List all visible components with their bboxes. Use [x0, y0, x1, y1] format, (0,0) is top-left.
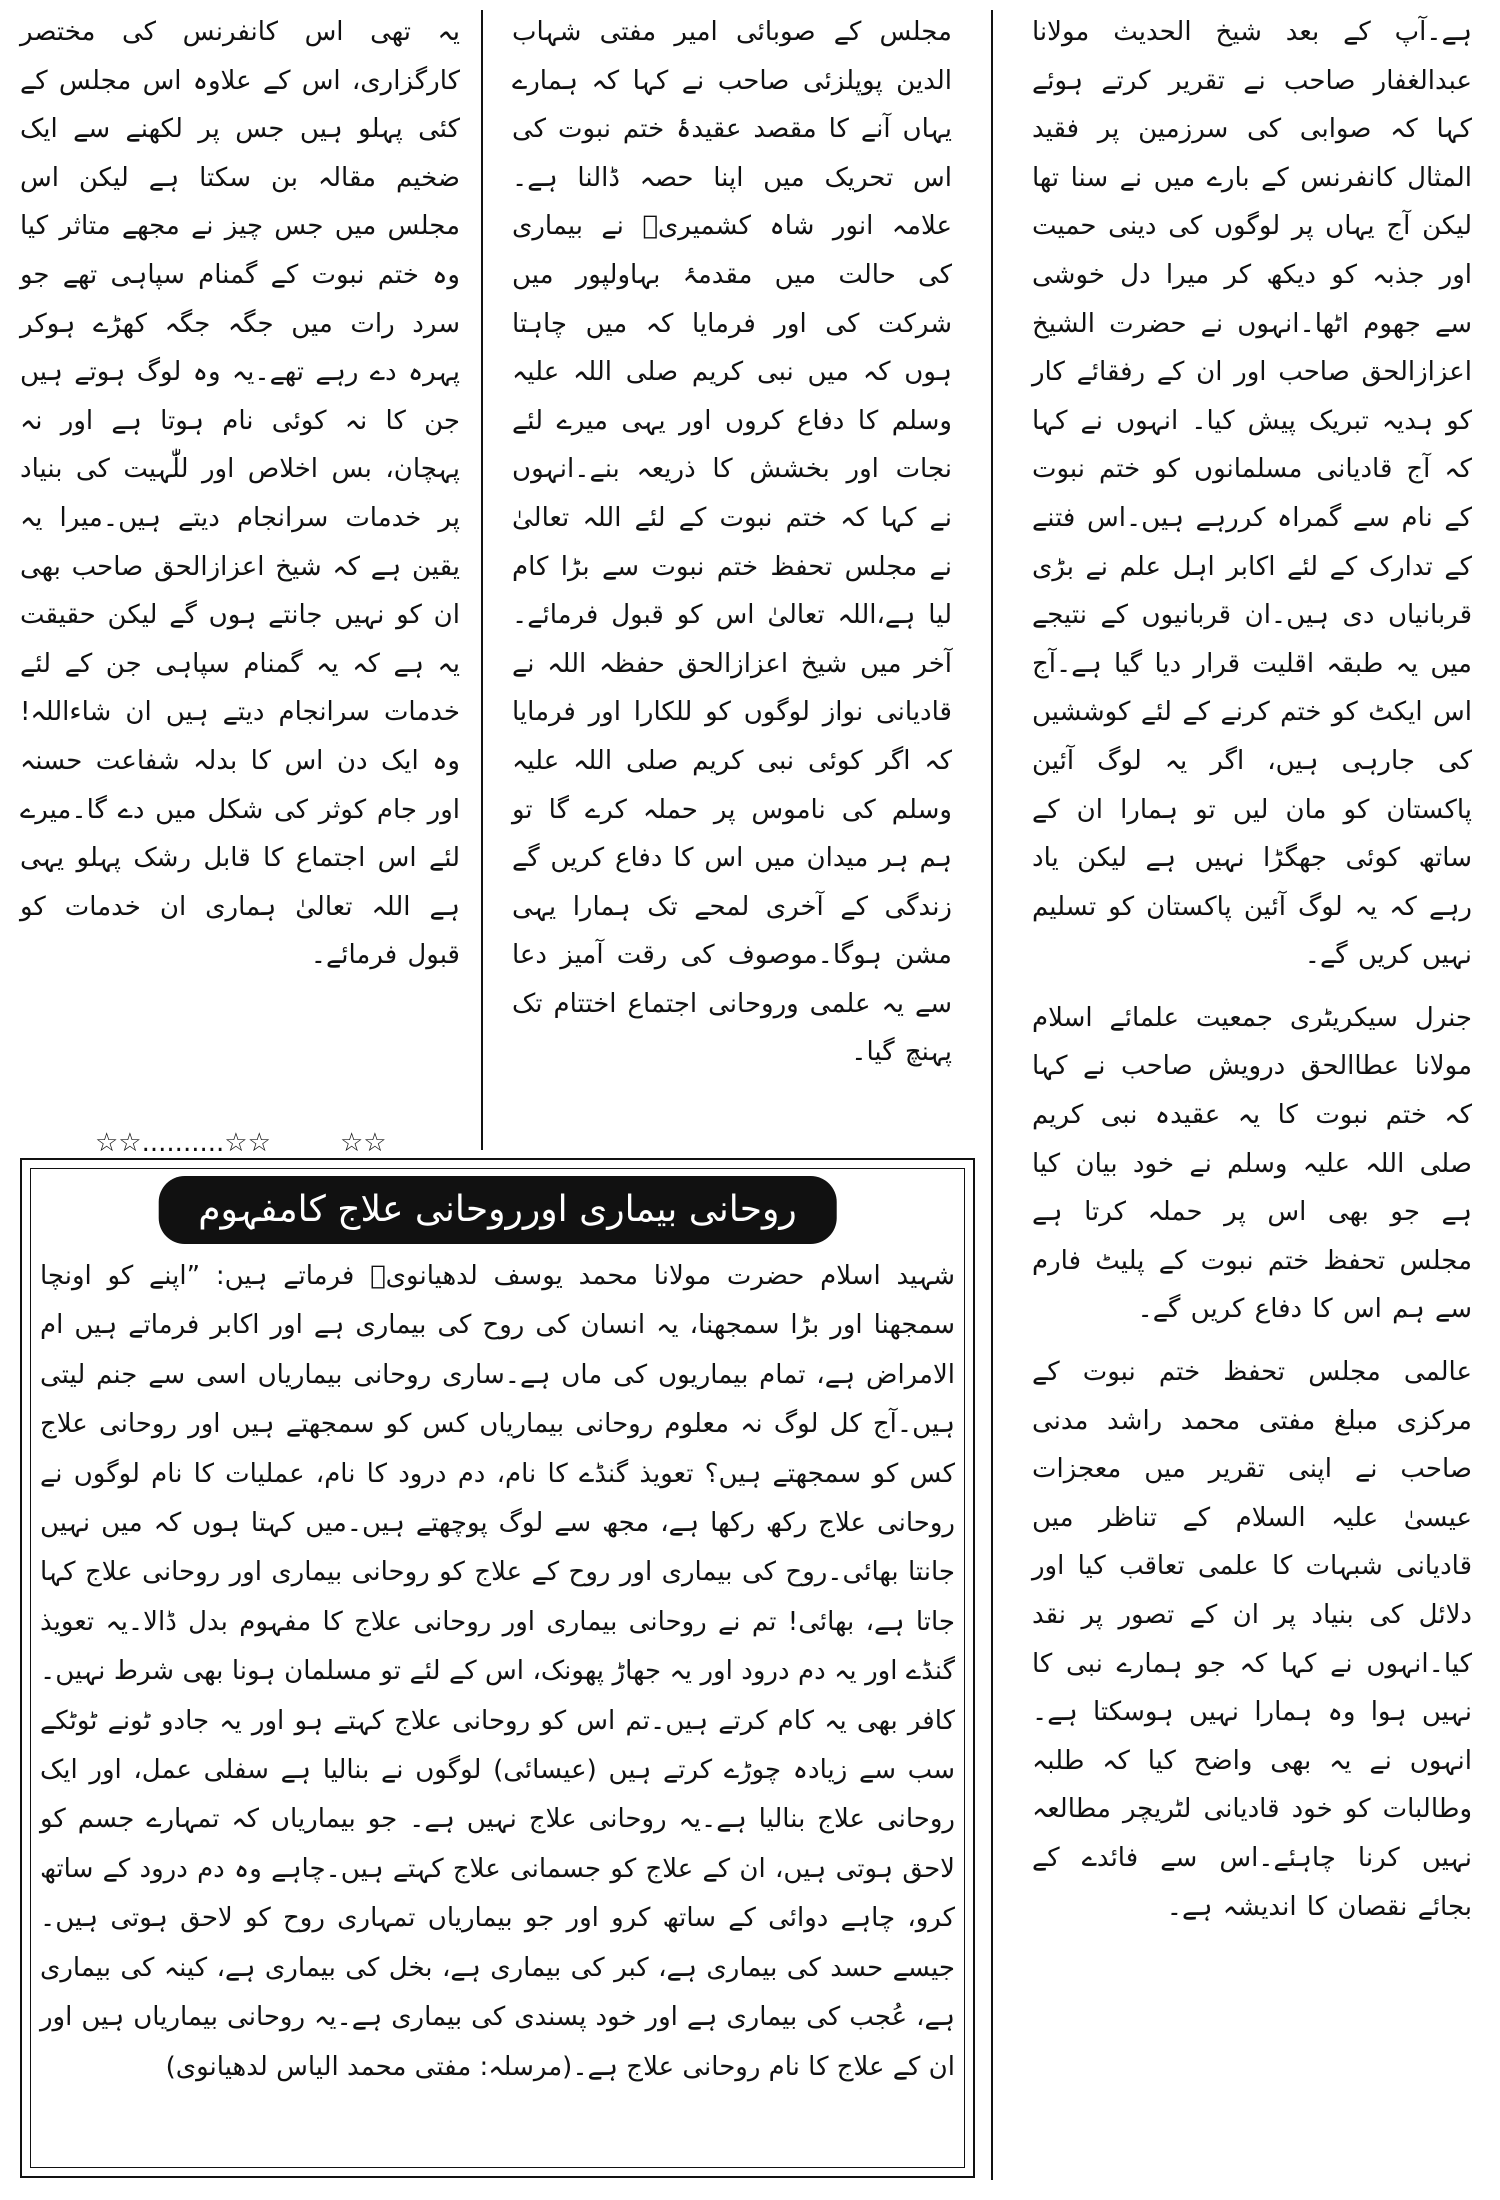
- left-column: [20, 8, 460, 980]
- article-paragraph: ہے۔آپ کے بعد شیخ الحدیث مولانا عبدالغفار صاحب نے تقریر کرتے ہوئے کہا کہ صوابی کی سرزمین پر فقید المثال کانفرنس کے بارے میں نے سنا تھا لیکن آج یہاں پر لوگوں کی دینی حمیت اور جذبہ کو دیکھ کر میرا دل خوشی سے جھوم اٹھا۔انہوں نے حضرت الشیخ اعزازالحق صاحب اور ان کے رفقائے کار کو ہدیہ تبریک پیش کیا۔ انہوں نے کہا کہ آج قادیانی مسلمانوں کو ختم نبوت کے نام سے گمراہ کررہے ہیں۔اس فتنے کے تدارک کے لئے اکابر اہل علم نے بڑی قربانیاں دی ہیں۔ان قربانیوں کے نتیجے میں یہ طبقہ اقلیت قرار دیا گیا ہے۔آج اس ایکٹ کو ختم کرنے کے لئے کوششیں کی جارہی ہیں، اگر یہ لوگ آئین پاکستان کو مان لیں تو ہمارا ان کے ساتھ کوئی جھگڑا نہیں ہے لیکن یاد رہے کہ یہ لوگ آئین پاکستان کو تسلیم نہیں کریں گے۔: [1032, 17, 1472, 971]
- separator-stars: ☆☆..........☆☆: [95, 1128, 271, 1158]
- article-paragraph: عالمی مجلس تحفظ ختم نبوت کے مرکزی مبلغ مفتی محمد راشد مدنی صاحب نے اپنی تقریر میں معجزات عیسیٰ علیہ السلام کے تناظر میں قادیانی شبہات کا علمی تعاقب کیا اور دلائل کی بنیاد پر ان کے تصور پر نقد کیا۔انہوں نے کہا کہ جو ہمارے نبی کا نہیں ہوا وہ ہمارا نہیں ہوسکتا ہے۔انہوں نے یہ بھی واضح کیا کہ طلبہ وطالبات کو خود قادیانی لٹریچر مطالعہ نہیں کرنا چاہئے۔اس سے فائدے کے بجائے نقصان کا اندیشہ ہے۔: [1032, 1357, 1472, 1922]
- separator-stars: ☆☆: [340, 1128, 387, 1158]
- boxed-article: [20, 1158, 975, 2178]
- right-column: [1032, 8, 1472, 1931]
- middle-column: [512, 8, 952, 1077]
- article-paragraph: شہید اسلام حضرت مولانا محمد یوسف لدھیانویؒ فرماتے ہیں: ”اپنے کو اونچا سمجھنا اور بڑا سمجھنا، یہ انسان کی روح کی بیماری ہے اور اکابر فرماتے ہیں ام الامراض ہے، تمام بیماریوں کی ماں ہے۔ساری روحانی بیماریاں اسی سے جنم لیتی ہیں۔آج کل لوگ نہ معلوم روحانی بیماریاں کس کو سمجھتے ہیں اور روحانی علاج کس کو سمجھتے ہیں؟ تعویذ گنڈے کا نام، دم درود کا نام، عملیات کا نام لوگوں نے روحانی علاج رکھ رکھا ہے، مجھ سے لوگ پوچھتے ہیں۔میں کہتا ہوں کہ میں نہیں جانتا بھائی۔روح کی بیماری اور روح کے علاج کو روحانی بیماری اور روحانی علاج کہا جاتا ہے، بھائی! تم نے روحانی بیماری اور روحانی علاج کا مفہوم بدل ڈالا۔یہ تعویذ گنڈے اور یہ دم درود اور یہ جھاڑ پھونک، اس کے لئے تو مسلمان ہونا بھی شرط نہیں۔کافر بھی یہ کام کرتے ہیں۔تم اس کو روحانی علاج کہتے ہو اور یہ جادو ٹونے ٹوٹکے سب سے زیادہ چوڑے کرتے ہیں (عیسائی) لوگوں نے بنالیا ہے سفلی عمل، اور ایک روحانی علاج بنالیا ہے۔یہ روحانی علاج نہیں ہے۔ جو بیماریاں کہ تمہارے جسم کو لاحق ہوتی ہیں، ان کے علاج کو جسمانی علاج کہتے ہیں۔چاہے وہ دم درود کے ساتھ کرو، چاہے دوائی کے ساتھ کرو اور جو بیماریاں تمہاری روح کو لاحق ہوتی ہیں۔جیسے حسد کی بیماری ہے، کبر کی بیماری ہے، بخل کی بیماری ہے، کینہ کی بیماری ہے، عُجب کی بیماری ہے اور خود پسندی کی بیماری ہے۔یہ روحانی بیماریاں ہیں اور ان کے علاج کا نام روحانی علاج ہے۔(مرسلہ: مفتی محمد الیاس لدھیانوی): [40, 1261, 955, 2082]
- article-paragraph: مجلس کے صوبائی امیر مفتی شہاب الدین پوپلزئی صاحب نے کہا کہ ہمارے یہاں آنے کا مقصد عقیدۂ ختم نبوت کی اس تحریک میں اپنا حصہ ڈالنا ہے۔ علامہ انور شاہ کشمیریؒ نے بیماری کی حالت میں مقدمۂ بہاولپور میں شرکت کی اور فرمایا کہ میں چاہتا ہوں کہ میں نبی کریم صلی اللہ علیہ وسلم کا دفاع کروں اور یہی میرے لئے نجات اور بخشش کا ذریعہ بنے۔انہوں نے کہا کہ ختم نبوت کے لئے اللہ تعالیٰ نے مجلس تحفظ ختم نبوت سے بڑا کام لیا ہے،اللہ تعالیٰ اس کو قبول فرمائے۔آخر میں شیخ اعزازالحق حفظہ اللہ نے قادیانی نواز لوگوں کو للکارا اور فرمایا کہ اگر کوئی نبی کریم صلی اللہ علیہ وسلم کی ناموس پر حملہ کرے گا تو ہم ہر میدان میں اس کا دفاع کریں گے زندگی کے آخری لمحے تک ہمارا یہی مشن ہوگا۔موصوف کی رقت آمیز دعا سے یہ علمی وروحانی اجتماع اختتام تک پہنچ گیا۔: [512, 17, 952, 1068]
- boxed-article-title: روحانی بیماری اورروحانی علاج کامفہوم: [158, 1176, 837, 1244]
- boxed-article-body: [40, 1252, 955, 2162]
- column-divider: [481, 10, 483, 1150]
- article-paragraph: یہ تھی اس کانفرنس کی مختصر کارگزاری، اس کے علاوہ اس مجلس کے کئی پہلو ہیں جس پر لکھنے سے ایک ضخیم مقالہ بن سکتا ہے لیکن اس مجلس میں جس چیز نے مجھے متاثر کیا وہ ختم نبوت کے گمنام سپاہی تھے جو سرد رات میں جگہ جگہ کھڑے ہوکر پہرہ دے رہے تھے۔یہ وہ لوگ ہوتے ہیں جن کا نہ کوئی نام ہوتا ہے اور نہ پہچان، بس اخلاص اور للّٰہیت کی بنیاد پر خدمات سرانجام دیتے ہیں۔میرا یہ یقین ہے کہ شیخ اعزازالحق صاحب بھی ان کو نہیں جانتے ہوں گے لیکن حقیقت یہ ہے کہ یہ گمنام سپاہی جن کے لئے خدمات سرانجام دیتے ہیں ان شاءاللہ! وہ ایک دن اس کا بدلہ شفاعت حسنہ اور جام کوثر کی شکل میں دے گا۔میرے لئے اس اجتماع کا قابل رشک پہلو یہی ہے اللہ تعالیٰ ہماری ان خدمات کو قبول فرمائے۔: [20, 17, 460, 971]
- article-paragraph: جنرل سیکریٹری جمعیت علمائے اسلام مولانا عطاالحق درویش صاحب نے کہا کہ ختم نبوت کا یہ عقیدہ نبی کریم صلی اللہ علیہ وسلم نے خود بیان کیا ہے جو بھی اس پر حملہ کرتا ہے مجلس تحفظ ختم نبوت کے پلیٹ فارم سے ہم اس کا دفاع کریں گے۔: [1032, 1002, 1472, 1325]
- column-divider: [991, 10, 993, 2180]
